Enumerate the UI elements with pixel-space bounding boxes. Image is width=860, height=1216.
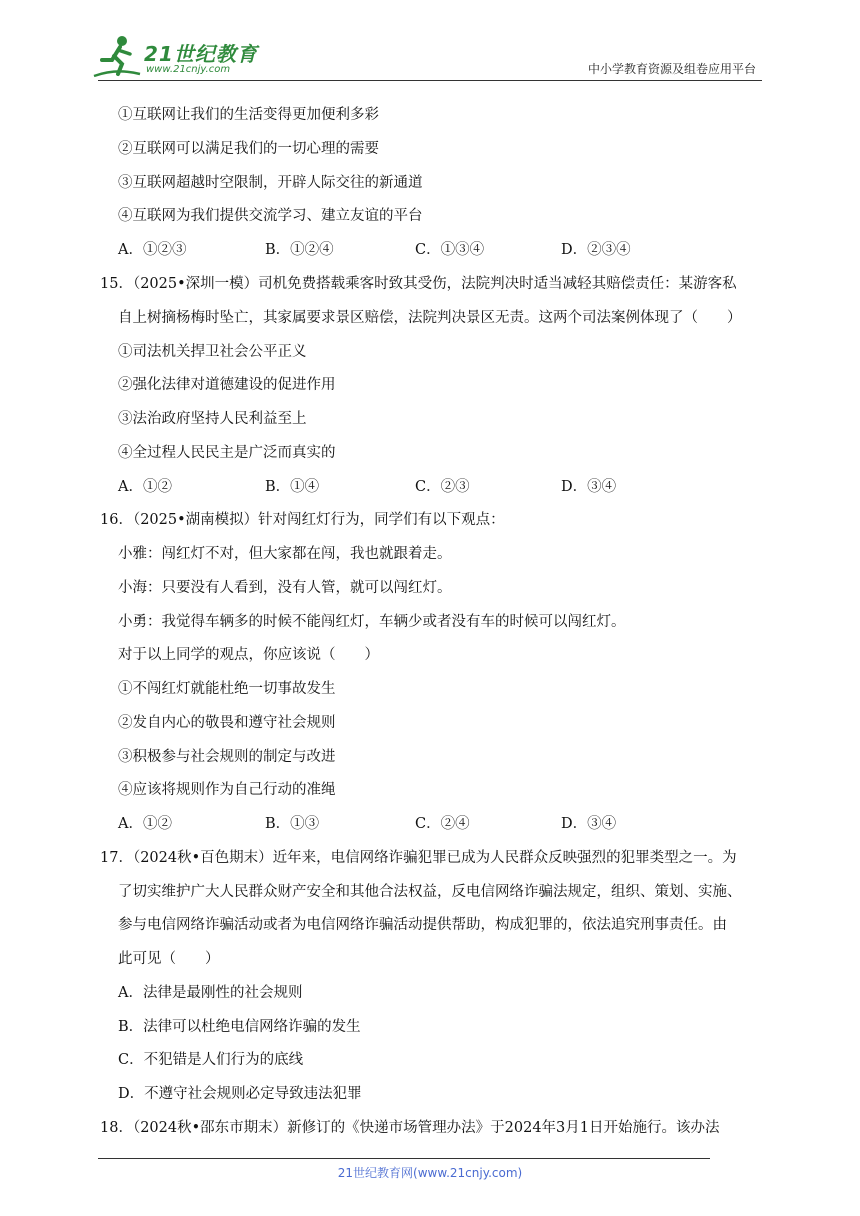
q16-item-3: ③积极参与社会规则的制定与改进 [118, 749, 336, 765]
q16-option-a[interactable]: A．①② [118, 816, 172, 832]
q15-item-3: ③法治政府坚持人民利益至上 [118, 411, 307, 427]
q15-option-c[interactable]: C．②③ [415, 479, 470, 495]
q14-item-2: ②互联网可以满足我们的一切心理的需要 [118, 141, 379, 157]
q16-option-c[interactable]: C．②④ [415, 816, 470, 832]
q15-item-1: ①司法机关捍卫社会公平正义 [118, 344, 307, 360]
q14-option-a[interactable]: A．①②③ [118, 242, 187, 258]
runner-logo-icon [92, 34, 142, 80]
q16-item-1: ①不闯红灯就能杜绝一切事故发生 [118, 681, 336, 697]
q17-option-b[interactable]: B．法律可以杜绝电信网络诈骗的发生 [118, 1019, 361, 1035]
header-divider [98, 80, 762, 81]
logo-url: www.21cnjy.com [146, 64, 231, 75]
q17-stem-line-4: 此可见（ ） [118, 951, 220, 967]
platform-name: 中小学教育资源及组卷应用平台 [587, 62, 756, 76]
q16-stem: 16．（2025•湖南模拟）针对闯红灯行为，同学们有以下观点： [100, 512, 505, 528]
logo-brand: 21世纪教育 [144, 42, 258, 66]
q17-stem-line-1: 17．（2024秋•百色期末）近年来，电信网络诈骗犯罪已成为人民群众反映强烈的犯罪类型之一。为 [100, 850, 737, 866]
logo [92, 34, 262, 80]
q17-option-a[interactable]: A．法律是最刚性的社会规则 [118, 985, 303, 1001]
q17-stem-line-3: 参与电信网络诈骗活动或者为电信网络诈骗活动提供帮助，构成犯罪的，依法追究刑事责任。由 [118, 917, 727, 933]
q16-ask: 对于以上同学的观点，你应该说（ ） [118, 647, 379, 663]
q14-option-b[interactable]: B．①②④ [265, 242, 334, 258]
q16-view-2: 小海：只要没有人看到，没有人管，就可以闯红灯。 [118, 580, 452, 596]
page-header [0, 0, 860, 86]
q15-option-a[interactable]: A．①② [118, 479, 172, 495]
q14-item-4: ④互联网为我们提供交流学习、建立友谊的平台 [118, 208, 423, 224]
q18-stem-line-1: 18．（2024秋•邵东市期末）新修订的《快递市场管理办法》于2024年3月1日开始施行。该办法 [100, 1120, 720, 1136]
footer-link[interactable]: 21世纪教育网(www.21cnjy.com) [337, 1166, 523, 1180]
q15-option-d[interactable]: D．③④ [561, 479, 617, 495]
q14-item-1: ①互联网让我们的生活变得更加便利多彩 [118, 107, 379, 123]
q15-item-4: ④全过程人民民主是广泛而真实的 [118, 445, 336, 461]
q16-item-2: ②发自内心的敬畏和遵守社会规则 [118, 715, 336, 731]
q15-stem-line-1: 15．（2025•深圳一模）司机免费搭载乘客时致其受伤，法院判决时适当减轻其赔偿责任：某游客私 [100, 276, 737, 292]
q16-option-b[interactable]: B．①③ [265, 816, 320, 832]
q16-option-d[interactable]: D．③④ [561, 816, 617, 832]
q17-option-d[interactable]: D．不遵守社会规则必定导致违法犯罪 [118, 1086, 362, 1102]
q15-item-2: ②强化法律对道德建设的促进作用 [118, 377, 336, 393]
q14-item-3: ③互联网超越时空限制，开辟人际交往的新通道 [118, 175, 423, 191]
q14-option-d[interactable]: D．②③④ [561, 242, 631, 258]
q17-stem-line-2: 了切实维护广大人民群众财产安全和其他合法权益，反电信网络诈骗法规定，组织、策划、实施、 [118, 884, 742, 900]
q16-item-4: ④应该将规则作为自己行动的准绳 [118, 782, 336, 798]
q16-view-1: 小雅：闯红灯不对，但大家都在闯，我也就跟着走。 [118, 546, 452, 562]
q15-option-b[interactable]: B．①④ [265, 479, 320, 495]
footer-divider [98, 1158, 710, 1159]
q14-option-c[interactable]: C．①③④ [415, 242, 485, 258]
q17-option-c[interactable]: C．不犯错是人们行为的底线 [118, 1052, 304, 1068]
q16-view-3: 小勇：我觉得车辆多的时候不能闯红灯，车辆少或者没有车的时候可以闯红灯。 [118, 614, 626, 630]
q15-stem-line-2: 自上树摘杨梅时坠亡，其家属要求景区赔偿，法院判决景区无责。这两个司法案例体现了（ ） [118, 310, 742, 326]
